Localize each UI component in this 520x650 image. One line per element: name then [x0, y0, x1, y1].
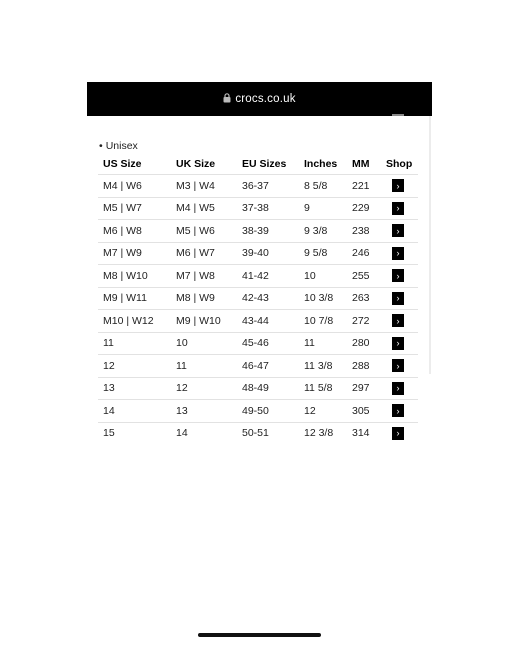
shop-button[interactable] — [392, 224, 404, 237]
us-size-cell: 12 — [98, 355, 171, 378]
inches-cell: 12 3/8 — [299, 422, 347, 444]
table-row — [98, 287, 418, 310]
eu-size-cell: 45-46 — [237, 332, 299, 355]
mm-cell: 272 — [347, 310, 381, 333]
eu-size-cell: 46-47 — [237, 355, 299, 378]
mm-cell: 238 — [347, 220, 381, 243]
inches-cell: 10 3/8 — [299, 287, 347, 310]
shop-cell — [381, 355, 418, 378]
inches-cell: 11 5/8 — [299, 377, 347, 400]
inches-cell: 11 3/8 — [299, 355, 347, 378]
shop-button[interactable] — [392, 404, 404, 417]
inches-cell: 9 5/8 — [299, 242, 347, 265]
us-size-cell: 14 — [98, 400, 171, 423]
shop-cell — [381, 287, 418, 310]
chevron-right-icon: › — [396, 270, 400, 281]
us-size-cell: M9 | W11 — [98, 287, 171, 310]
mm-cell: 263 — [347, 287, 381, 310]
uk-size-cell: M6 | W7 — [171, 242, 237, 265]
table-row — [98, 400, 418, 423]
inches-cell: 9 — [299, 197, 347, 220]
page-edge-divider — [429, 116, 431, 374]
eu-size-cell: 37-38 — [237, 197, 299, 220]
eu-size-cell: 38-39 — [237, 220, 299, 243]
mm-cell: 255 — [347, 265, 381, 288]
section-label-text: Unisex — [105, 140, 138, 152]
uk-size-cell: 14 — [171, 422, 237, 444]
us-size-cell: 15 — [98, 422, 171, 444]
us-size-cell: M10 | W12 — [98, 310, 171, 333]
chevron-right-icon: › — [396, 383, 400, 394]
mm-cell: 297 — [347, 377, 381, 400]
section-label — [99, 140, 138, 152]
us-size-cell: M4 | W6 — [98, 175, 171, 198]
shop-cell — [381, 175, 418, 198]
chevron-right-icon: › — [396, 405, 400, 416]
shop-button[interactable] — [392, 337, 404, 350]
header-us-size: US Size — [103, 158, 142, 170]
chevron-right-icon: › — [396, 180, 400, 191]
chevron-right-icon: › — [396, 315, 400, 326]
chevron-right-icon: › — [396, 360, 400, 371]
eu-size-cell: 48-49 — [237, 377, 299, 400]
chevron-right-icon: › — [396, 293, 400, 304]
home-indicator — [198, 633, 321, 637]
table-row — [98, 265, 418, 288]
shop-button[interactable] — [392, 314, 404, 327]
mm-cell: 305 — [347, 400, 381, 423]
shop-button[interactable] — [392, 382, 404, 395]
us-size-cell: M6 | W8 — [98, 220, 171, 243]
inches-cell: 10 7/8 — [299, 310, 347, 333]
uk-size-cell: M3 | W4 — [171, 175, 237, 198]
mm-cell: 246 — [347, 242, 381, 265]
table-row — [98, 332, 418, 355]
uk-size-cell: 11 — [171, 355, 237, 378]
mm-cell: 288 — [347, 355, 381, 378]
lock-icon — [223, 93, 231, 103]
shop-button[interactable] — [392, 202, 404, 215]
browser-url-bar[interactable] — [87, 82, 432, 116]
mm-cell: 221 — [347, 175, 381, 198]
bullet: • — [99, 140, 103, 152]
shop-button[interactable] — [392, 269, 404, 282]
shop-button[interactable] — [392, 427, 404, 440]
chevron-right-icon: › — [396, 225, 400, 236]
eu-size-cell: 39-40 — [237, 242, 299, 265]
shop-cell — [381, 197, 418, 220]
chevron-right-icon: › — [396, 248, 400, 259]
inches-cell: 12 — [299, 400, 347, 423]
scroll-indicator — [392, 114, 404, 116]
uk-size-cell: M9 | W10 — [171, 310, 237, 333]
uk-size-cell: M5 | W6 — [171, 220, 237, 243]
table-row — [98, 422, 418, 444]
url-text: crocs.co.uk — [235, 93, 296, 105]
uk-size-cell: 13 — [171, 400, 237, 423]
chevron-right-icon: › — [396, 428, 400, 439]
eu-size-cell: 42-43 — [237, 287, 299, 310]
table-row — [98, 242, 418, 265]
shop-cell — [381, 332, 418, 355]
shop-cell — [381, 422, 418, 444]
header-eu-sizes: EU Sizes — [242, 158, 287, 170]
uk-size-cell: M7 | W8 — [171, 265, 237, 288]
chevron-right-icon: › — [396, 203, 400, 214]
table-row — [98, 310, 418, 333]
table-row — [98, 377, 418, 400]
eu-size-cell: 50-51 — [237, 422, 299, 444]
uk-size-cell: 12 — [171, 377, 237, 400]
shop-cell — [381, 220, 418, 243]
eu-size-cell: 49-50 — [237, 400, 299, 423]
eu-size-cell: 43-44 — [237, 310, 299, 333]
header-shop: Shop — [386, 158, 413, 170]
table-row — [98, 175, 418, 198]
us-size-cell: 13 — [98, 377, 171, 400]
us-size-cell: M8 | W10 — [98, 265, 171, 288]
table-row — [98, 355, 418, 378]
us-size-cell: 11 — [98, 332, 171, 355]
mm-cell: 280 — [347, 332, 381, 355]
table-header-row — [98, 154, 418, 175]
mm-cell: 229 — [347, 197, 381, 220]
us-size-cell: M7 | W9 — [98, 242, 171, 265]
size-chart-table — [98, 154, 418, 444]
header-mm: MM — [352, 158, 370, 170]
inches-cell: 8 5/8 — [299, 175, 347, 198]
header-inches: Inches — [304, 158, 338, 170]
mm-cell: 314 — [347, 422, 381, 444]
inches-cell: 10 — [299, 265, 347, 288]
shop-button[interactable] — [392, 247, 404, 260]
eu-size-cell: 36-37 — [237, 175, 299, 198]
uk-size-cell: M4 | W5 — [171, 197, 237, 220]
size-chart-body — [98, 175, 418, 445]
chevron-right-icon: › — [396, 338, 400, 349]
table-row — [98, 220, 418, 243]
us-size-cell: M5 | W7 — [98, 197, 171, 220]
uk-size-cell: 10 — [171, 332, 237, 355]
shop-button[interactable] — [392, 179, 404, 192]
inches-cell: 11 — [299, 332, 347, 355]
shop-cell — [381, 400, 418, 423]
shop-button[interactable] — [392, 292, 404, 305]
eu-size-cell: 41-42 — [237, 265, 299, 288]
shop-cell — [381, 265, 418, 288]
shop-cell — [381, 310, 418, 333]
shop-cell — [381, 242, 418, 265]
header-uk-size: UK Size — [176, 158, 216, 170]
inches-cell: 9 3/8 — [299, 220, 347, 243]
shop-cell — [381, 377, 418, 400]
shop-button[interactable] — [392, 359, 404, 372]
uk-size-cell: M8 | W9 — [171, 287, 237, 310]
table-row — [98, 197, 418, 220]
